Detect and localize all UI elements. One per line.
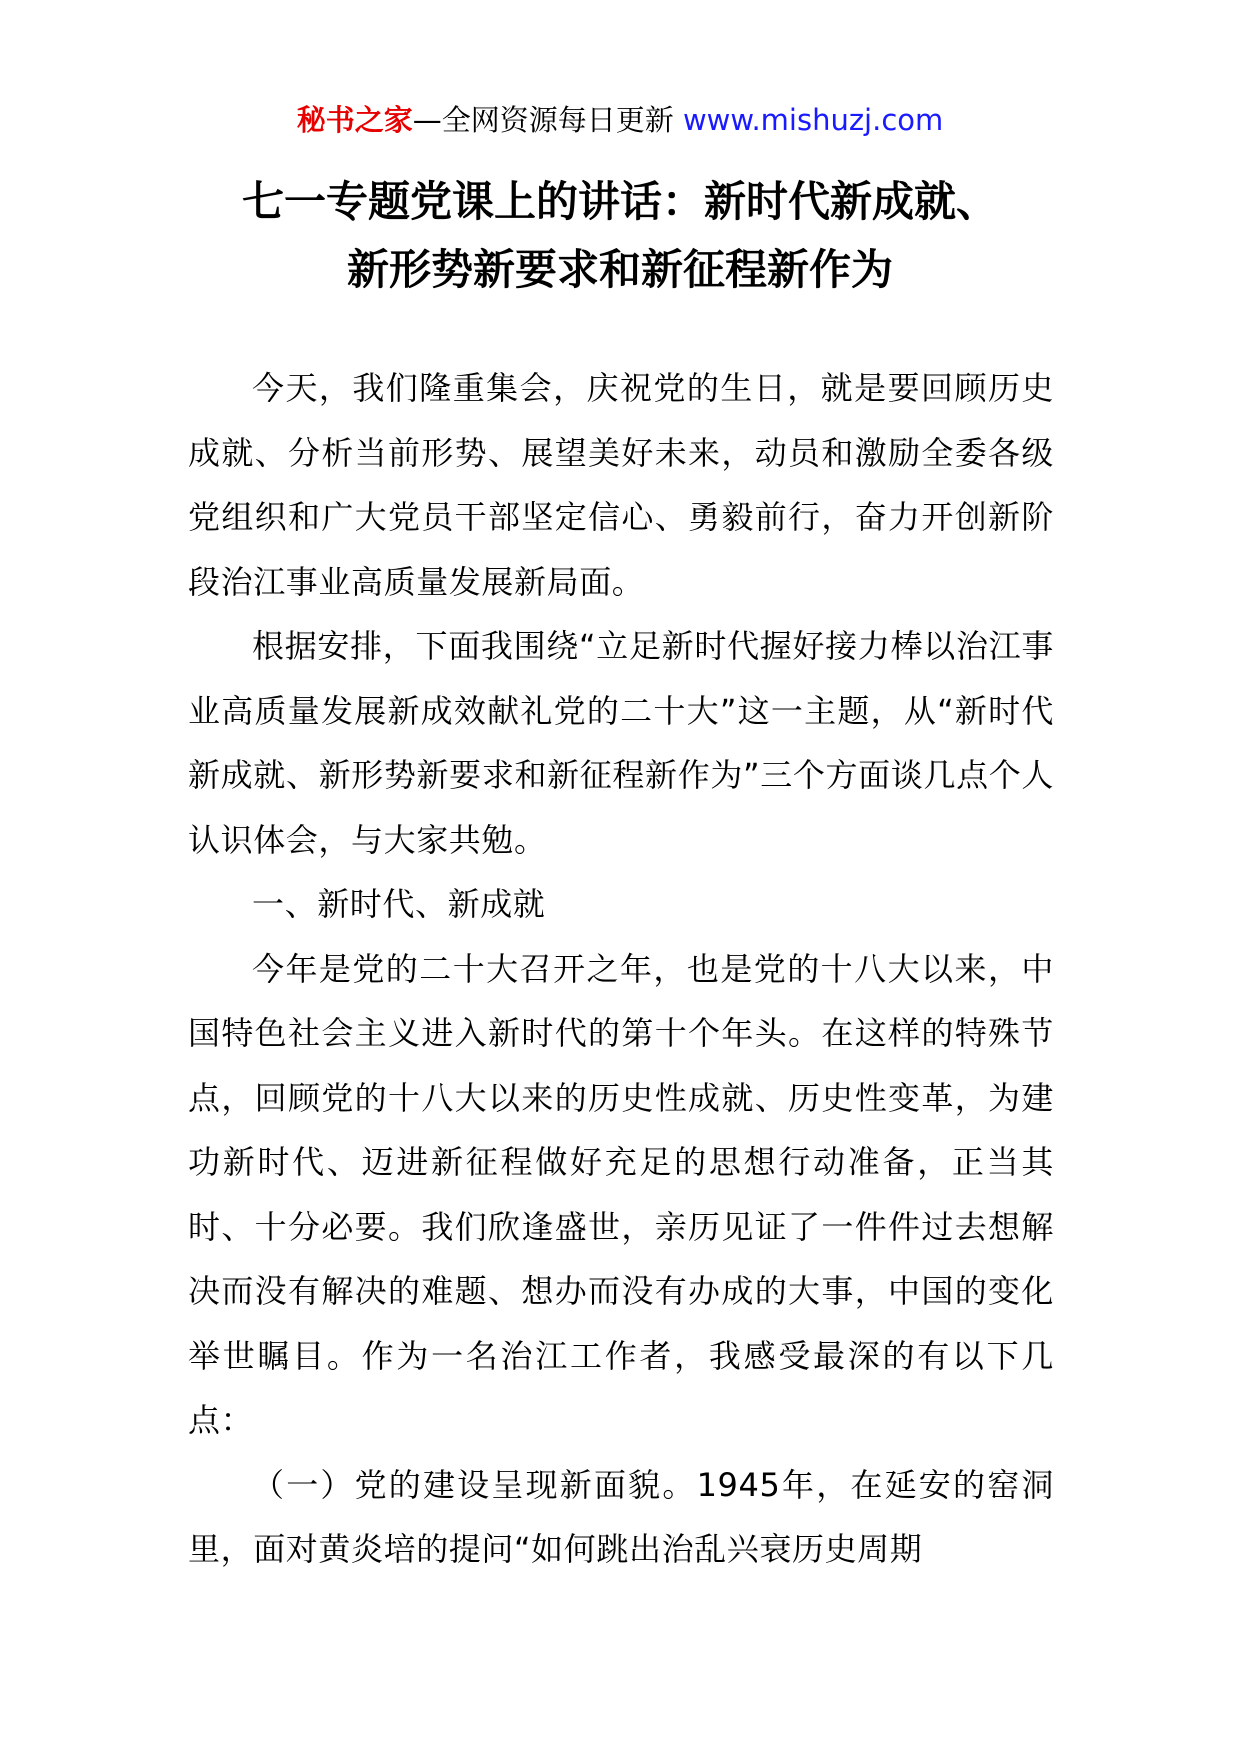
paragraph-intro: 今天，我们隆重集会，庆祝党的生日，就是要回顾历史成就、分析当前形势、展望美好未来，动员和激励全委各级党组织和广大党员干部坚定信心、勇毅前行，奋力开创新阶段治江事业高质量发展新局面。 — [188, 369, 1054, 601]
paragraph-context: 今年是党的二十大召开之年，也是党的十八大以来，中国特色社会主义进入新时代的第十个年头。在这样的特殊节点，回顾党的十八大以来的历史性成就、历史性变革，为建功新时代、迈进新征程做好充足的思想行动准备，正当其时、十分必要。我们欣逢盛世，亲历见证了一件件过去想解决而没有解决的难题、想办而没有办成的大事，中国的变化举世瞩目。作为一名治江工作者，我感受最深的有以下几点： — [188, 949, 1054, 1439]
section-heading: 一、新时代、新成就 — [252, 885, 546, 923]
paragraph-subsection-1: （一）党的建设呈现新面貌。1945年，在延安的窑洞里，面对黄炎培的提问“如何跳出治乱兴衰历史周期 — [188, 1465, 1054, 1568]
title-line-2: 新形势新要求和新征程新作为 — [346, 245, 893, 294]
site-brand: 秘书之家 — [296, 103, 413, 137]
site-tagline: —全网资源每日更新 — [412, 103, 683, 137]
document-body — [188, 356, 1054, 1582]
paragraph-theme: 根据安排，下面我围绕“立足新时代握好接力棒以治江事业高质量发展新成效献礼党的二十大”这一主题，从“新时代新成就、新形势新要求和新征程新作为”三个方面谈几点个人认识体会，与大家共勉。 — [188, 627, 1054, 859]
document-title — [120, 168, 1120, 304]
site-header — [0, 100, 1240, 140]
title-line-1: 七一专题党课上的讲话：新时代新成就、 — [241, 177, 998, 226]
site-url[interactable]: www.mishuzj.com — [682, 103, 944, 137]
